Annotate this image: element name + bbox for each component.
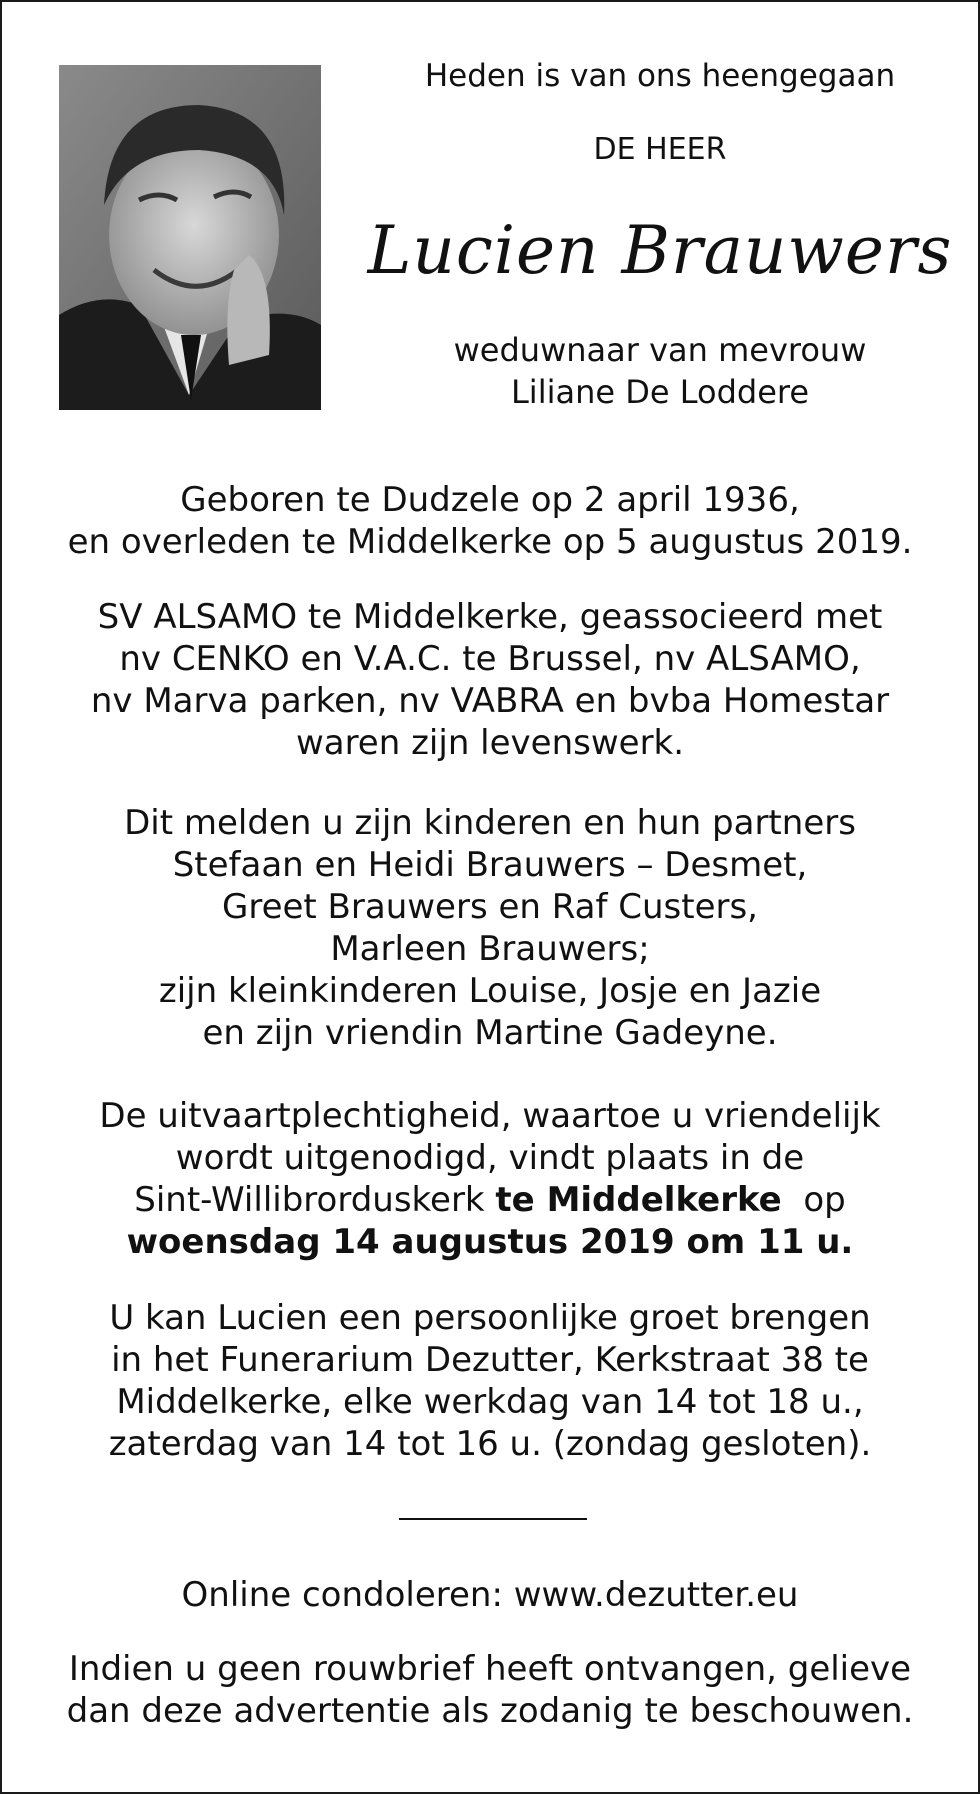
visit-line-3: Middelkerke, elke werkdag van 14 tot 18 u., (116, 1382, 864, 1422)
widow-of (342, 329, 978, 413)
funeral-line-3 (2, 1179, 978, 1221)
widow-line-1: weduwnaar van mevrouw (453, 331, 867, 369)
family-line-5: zijn kleinkinderen Louise, Josje en Jazie (158, 971, 822, 1011)
notice-line-2: dan deze advertentie als zodanig te beschouwen. (66, 1691, 914, 1731)
family-line-3: Greet Brauwers en Raf Custers, (222, 887, 758, 927)
visit-line-2: in het Funerarium Dezutter, Kerkstraat 38 te (111, 1340, 869, 1380)
funeral-date-time: woensdag 14 augustus 2019 om 11 u. (126, 1222, 854, 1262)
portrait-photo (59, 65, 321, 410)
family-line-4: Marleen Brauwers; (330, 929, 650, 969)
birth-death-paragraph (2, 479, 978, 563)
funeral-line-1: De uitvaartplechtigheid, waartoe u vriendelijk (99, 1096, 881, 1136)
widow-line-2: Liliane De Loddere (510, 373, 810, 411)
condolence-text: Online condoleren: www.dezutter.eu (181, 1575, 799, 1615)
work-line-4: waren zijn levenswerk. (295, 723, 685, 763)
funeral-paragraph (2, 1095, 978, 1263)
visitation-paragraph (2, 1297, 978, 1465)
family-paragraph (2, 802, 978, 1054)
life-work-paragraph (2, 596, 978, 764)
notice-line-1: Indien u geen rouwbrief heeft ontvangen, gelieve (68, 1649, 912, 1689)
birth-line-1: Geboren te Dudzele op 2 april 1936, (180, 480, 800, 520)
family-line-2: Stefaan en Heidi Brauwers – Desmet, (172, 845, 808, 885)
funeral-location: te Middelkerke (495, 1180, 782, 1220)
funeral-line-2: wordt uitgenodigd, vindt plaats in de (175, 1138, 805, 1178)
portrait-image (59, 65, 321, 410)
intro-text: Heden is van ons heengegaan (424, 58, 896, 94)
birth-line-2: en overleden te Middelkerke op 5 augustus 2019. (67, 522, 913, 562)
notice-paragraph (2, 1648, 978, 1732)
online-condolence (2, 1574, 978, 1616)
family-line-1: Dit melden u zijn kinderen en hun partners (124, 803, 856, 843)
church-name: Sint-Willibrorduskerk (134, 1180, 496, 1220)
work-line-1: SV ALSAMO te Middelkerke, geassocieerd met (97, 597, 883, 637)
work-line-3: nv Marva parken, nv VABRA en bvba Homestar (90, 681, 890, 721)
visit-line-4: zaterdag van 14 tot 16 u. (zondag gesloten). (108, 1424, 872, 1464)
work-line-2: nv CENKO en V.A.C. te Brussel, nv ALSAMO, (119, 639, 861, 679)
visit-line-1: U kan Lucien een persoonlijke groet brengen (109, 1298, 871, 1338)
title-prefix: DE HEER (593, 132, 727, 167)
funeral-on: op (781, 1180, 846, 1220)
divider-line (399, 1518, 587, 1520)
deceased-name: Lucien Brauwers (367, 212, 953, 289)
family-line-6: en zijn vriendin Martine Gadeyne. (202, 1013, 778, 1053)
